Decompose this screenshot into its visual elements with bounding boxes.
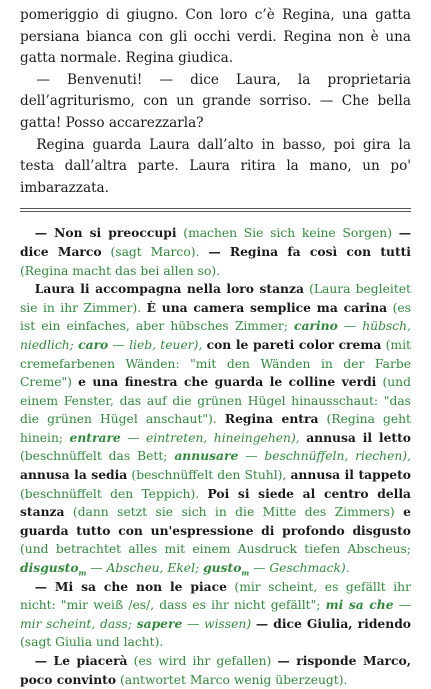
vocab-term: mi sa che [325, 597, 394, 613]
story-paragraph: pomeriggio di giugno. Con loro c’è Regina, una gatta persiana bianca con gli occhi verdi. Regina non è una gatta normale. Regina giudica. [20, 7, 411, 67]
german-gloss: (beschnüffelt den Teppich). [20, 486, 200, 501]
italian-text: annusa il tappeto [290, 467, 412, 483]
german-gloss: (Regina macht das bei allen so). [20, 263, 221, 278]
section-divider [20, 208, 411, 212]
italian-text: — risponde Marco, poco convinto [20, 653, 411, 687]
german-gloss: (beschnüffelt den Stuhl), [131, 468, 287, 483]
vocab-definition: — beschnüffeln, riechen), [245, 449, 411, 464]
vocab-term: annusare [174, 448, 239, 464]
german-gloss: (dann setzt sie sich in die Mitte des Zimmers) [72, 505, 395, 520]
italian-text: — dice Giulia, ridendo [255, 615, 411, 631]
german-gloss: (sagt Giulia und lacht). [20, 635, 164, 650]
vocab-term [20, 560, 87, 578]
italian-text: Laura li accompagna nella loro stanza [34, 281, 304, 297]
vocab-word: disgusto [20, 560, 79, 576]
italian-text: Poi si siede al centro della stanza [20, 485, 411, 520]
italian-text: È una camera semplice ma carina [146, 299, 388, 315]
italian-text: Regina entra [224, 411, 319, 427]
vocab-definition: — wissen) [187, 616, 252, 631]
italian-text: — dice Marco [20, 225, 412, 259]
vocab-definition: — eintreten, hineingehen), [127, 430, 300, 445]
vocab-definition: — hübsch, niedlich; [20, 319, 411, 352]
vocab-definition: — Abscheu, Ekel; [90, 561, 200, 576]
gloss-paragraph [20, 578, 411, 652]
story-paragraph: — Benvenuti! — dice Laura, la proprietaria dell’agriturismo, con un grande sorriso. — Che bella gatta! Posso accarezzarla? [20, 71, 411, 131]
story-text [20, 5, 411, 199]
german-gloss: (es wird ihr gefallen) [133, 654, 272, 668]
german-gloss: (und betrachtet alles mit einem Ausdruck tiefen Abscheus; [20, 542, 411, 557]
italian-text: annusa la sedia [20, 467, 128, 483]
vocab-term: carino [294, 318, 338, 334]
italian-text: — Regina fa così con tutti [208, 243, 411, 259]
glossed-text [20, 224, 411, 689]
german-gloss: (mir scheint, es gefällt ihr nicht: "mir weiß /es/, dass es ihr nicht gefällt"; [20, 579, 411, 613]
vocab-definition: — Geschmack). [253, 561, 350, 576]
gender-marker: m [78, 568, 87, 578]
vocab-term: entrare [69, 429, 121, 445]
german-gloss: (mit cremefarbenen Wänden: "mit den Wänden in der Farbe Creme") [20, 337, 411, 390]
italian-text: e guarda tutto con un'espressione di profondo disgusto [20, 504, 411, 538]
gloss-paragraph [20, 280, 411, 578]
german-gloss: (beschnüffelt das Bett; [20, 449, 168, 464]
german-gloss: (machen Sie sich keine Sorgen) [183, 226, 392, 241]
german-gloss: (Regina geht hinein; [20, 412, 411, 445]
gloss-paragraph [20, 224, 411, 280]
italian-text: — Mi sa che non le piace [34, 578, 227, 594]
gender-marker: m [241, 568, 250, 578]
german-gloss: (Laura begleitet sie in ihr Zimmer). [20, 282, 411, 315]
vocab-word: gusto [203, 560, 242, 576]
italian-text: e una finestra che guarda le colline verdi [78, 374, 377, 390]
vocab-term: sapere [136, 615, 183, 631]
italian-text: annusa il letto [306, 429, 411, 445]
vocab-term [203, 560, 250, 578]
vocab-definition: — lieb, teuer), [112, 337, 203, 352]
vocab-term: caro [78, 336, 109, 352]
italian-text: con le pareti color crema [206, 336, 382, 352]
german-gloss: (sagt Marco). [110, 244, 200, 259]
vocab-definition: — mir scheint, dass; [20, 598, 411, 631]
german-gloss: (und einem Fenster, das auf die grünen Hügel hinausschaut: "das die grünen Hügel anschaut"). [20, 375, 411, 427]
german-gloss: (es ist ein einfaches, aber hübsches Zimmer; [20, 300, 411, 334]
story-paragraph: Regina guarda Laura dall’alto in basso, poi gira la testa dall’altra parte. Laura ritira la mano, un po' imbarazzata. [20, 136, 411, 196]
gloss-paragraph [20, 652, 411, 689]
italian-text: — Le piacerà [34, 653, 128, 668]
italian-text: — Non si preoccupi [34, 225, 177, 241]
german-gloss: (antwortet Marco wenig überzeugt). [119, 672, 348, 687]
